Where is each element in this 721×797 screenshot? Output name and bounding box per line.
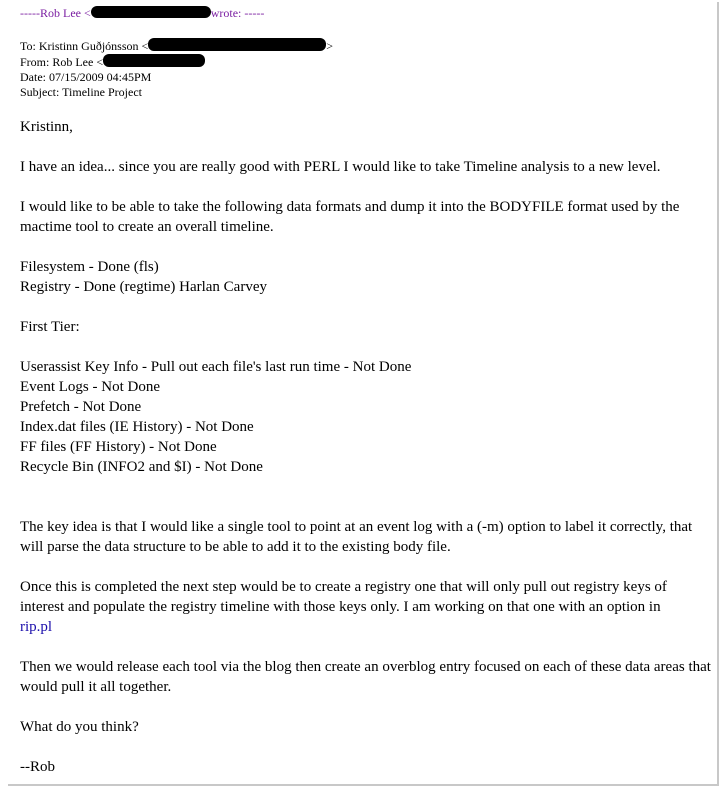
list-item: Filesystem - Done (fls) [20, 259, 159, 275]
tier-list [20, 357, 714, 477]
list-item: Event Logs - Not Done [20, 379, 160, 395]
email-headers [20, 38, 333, 100]
to-label: To: Kristinn Guðjónsson < [20, 39, 149, 53]
list-item: Index.dat files (IE History) - Not Done [20, 419, 254, 435]
list-item: Prefetch - Not Done [20, 399, 142, 415]
forward-suffix: wrote: ----- [210, 6, 265, 20]
paragraph-key-idea: The key idea is that I would like a single tool to point at an event log with a (-m) option to label it correctly, that will parse the data structure to be able to add it to the existing body file. [20, 519, 693, 555]
paragraph-next-step [20, 577, 714, 637]
list-item: Recycle Bin (INFO2 and $I) - Not Done [20, 459, 263, 475]
done-list [20, 257, 714, 297]
message-body [20, 117, 714, 797]
angle-bracket: > [326, 39, 334, 53]
list-item: Registry - Done (regtime) Harlan Carvey [20, 279, 267, 295]
subject-line: Subject: Timeline Project [20, 85, 142, 99]
paragraph-question: What do you think? [20, 719, 139, 735]
redacted-email [148, 38, 326, 51]
date-line: Date: 07/15/2009 04:45PM [20, 70, 152, 84]
paragraph-release: Then we would release each tool via the blog then create an overblog entry focused on each of these data areas that would pull it all together. [20, 659, 711, 695]
greeting: Kristinn, [20, 119, 73, 135]
list-item: Userassist Key Info - Pull out each file's last run time - Not Done [20, 359, 412, 375]
from-line [20, 54, 333, 70]
redacted-email [91, 6, 211, 18]
paragraph-formats: I would like to be able to take the following data formats and dump it into the BODYFILE format used by the mactime tool to create an overall timeline. [20, 199, 680, 235]
forward-prefix: -----Rob Lee < [20, 6, 91, 20]
paragraph-idea: I have an idea... since you are really good with PERL I would like to take Timeline analysis to a new level. [20, 159, 661, 175]
next-step-text: Once this is completed the next step would be to create a registry one that will only pull out registry keys of interest and populate the registry timeline with those keys only. I am working on that one with an option in [20, 579, 667, 615]
to-line [20, 38, 333, 54]
list-item: FF files (FF History) - Not Done [20, 439, 217, 455]
signature: --Rob [20, 759, 55, 775]
tier-label: First Tier: [20, 319, 80, 335]
forward-header [20, 6, 264, 21]
redacted-email [103, 54, 205, 67]
rip-pl-link[interactable]: rip.pl [20, 619, 53, 635]
from-label: From: Rob Lee < [20, 55, 104, 69]
